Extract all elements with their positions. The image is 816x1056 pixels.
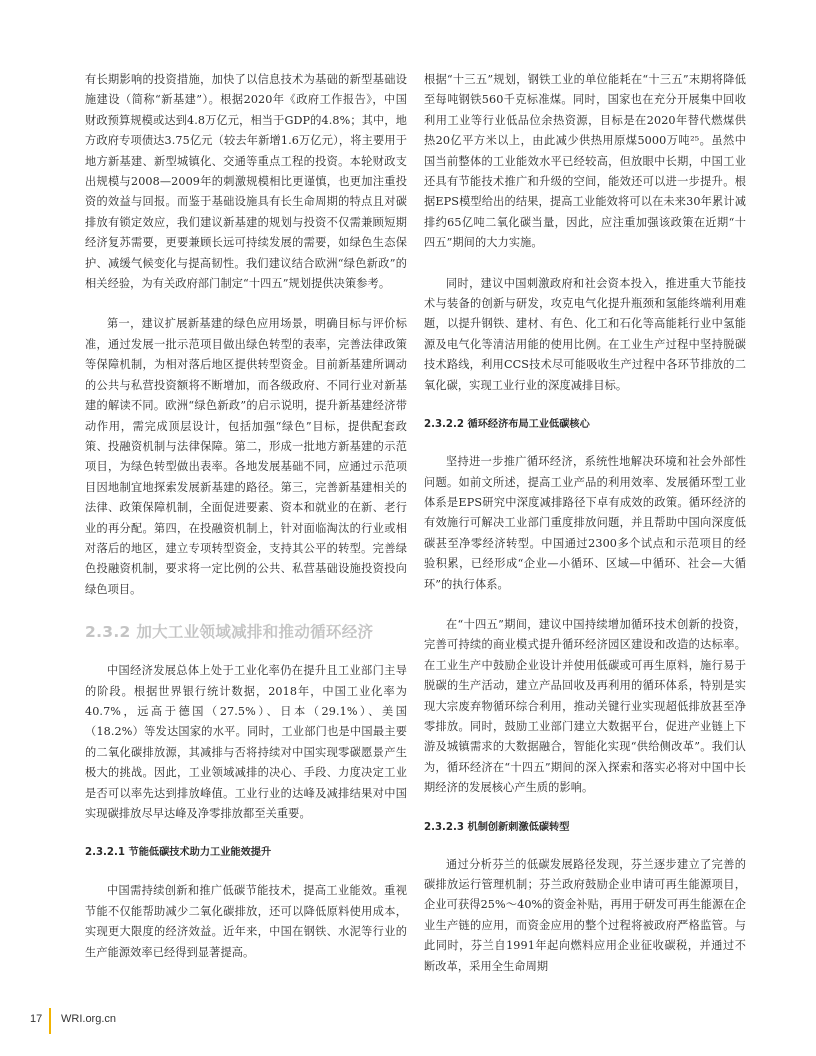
footer-site-link[interactable]: WRI.org.cn bbox=[61, 1013, 117, 1025]
paragraph: 通过分析芬兰的低碳发展路径发现，芬兰逐步建立了完善的碳排放运行管理机制；芬兰政府鼓励企业申请可再生能源项目，企业可获得25%～40%的资金补贴，再用于研发可再生能源在企业生产链的应用，而资金应用的整个过程将被政府严格监管。与此同时，芬兰自1991年起向燃料应用企业征收碳税，并通过不断改革，采用全生命周期 bbox=[424, 857, 746, 973]
footer-accent-bar bbox=[49, 1008, 51, 1034]
paragraph: 有长期影响的投资措施，加快了以信息技术为基础的新型基础设施建设（简称“新基建”）。根据2020年《政府工作报告》，中国财政预算规模或达到4.8万亿元，相当于GDP的4.8%；其中，地方政府专项债达3.75亿元（较去年新增1.6万亿元），将主要用于地方新基建、新型城镇化、交通等重点工程的投资。本轮财政支出规模与2008—2009年的刺激规模相比更谨慎，也更加注重投资的效益与回报。而鉴于基础设施具有长生命周期的特点且对碳排放有锁定效应，我们建议新基建的规划与投资不仅需兼顾短期经济复苏需要，更要兼顾长远可持续发展的需要，如绿色生态保护、减缓气候变化与提高韧性。我们建议结合欧洲“绿色新政”的相关经验，为有关政府部门制定“十四五”规划提供决策参考。 bbox=[85, 73, 407, 291]
paragraph: 第一，建议扩展新基建的绿色应用场景，明确目标与评价标准，通过发展一批示范项目做出绿色转型的表率，完善法律政策等保障机制，为相对落后地区提供转型资金。目前新基建所调动的公共与私营投资额将不断增加，而各级政府、不同行业对新基建的解读不同。欧洲“绿色新政”的启示说明，提升新基建经济带动作用，需完成顶层设计，包括加强“绿色”目标，提供配套政策、投融资机制与法律保障。第二，形成一批地方新基建的示范项目，为绿色转型做出表率。各地发展基础不同，应通过示范项目因地制宜地探索发展新基建的路径。第三，完善新基建相关的法律、政策保障机制，全面促进要素、资本和就业的在新、老行业的再分配。第四，在投融资机制上，针对面临淘汰的行业或相对落后的地区，建立专项转型资金，支持其公平的转型。完善绿色投融资机制，要求将一定比例的公共、私营基础设施投资投向绿色项目。 bbox=[85, 317, 407, 596]
paragraph: 根据“十三五”规划，钢铁工业的单位能耗在“十三五”末期将降低至每吨钢铁560千克标准煤。同时，国家也在充分开展集中回收利用工业等行业低品位余热资源，目标是在2020年替代燃煤供热20亿平方米以上，由此减少供热用原煤5000万吨²⁵。虽然中国当前整体的工业能效水平已经较高，但放眼中长期，中国工业还具有节能技术推广和升级的空间，能效还可以进一步提升。根据EPS模型给出的结果，提高工业能效将可以在未来30年累计减排约65亿吨二氧化碳当量，因此，应注重加强该政策在近期“十四五”期间的大力实施。 bbox=[424, 73, 746, 250]
right-column bbox=[424, 70, 746, 977]
section-heading-2-3-2: 2.3.2 加大工业领域减排和推动循环经济 bbox=[85, 623, 374, 642]
left-column bbox=[85, 70, 407, 963]
paragraph: 在“十四五”期间，建议中国持续增加循环技术创新的投资，完善可持续的商业模式提升循环经济园区建设和改造的达标率。在工业生产中鼓励企业设计并使用低碳或可再生原料，施行易于脱碳的生产活动，建立产品回收及再利用的循环体系，特别是实现大宗废弃物循环综合利用，推动关键行业实现超低排放甚至净零排放。同时，鼓励工业部门建立大数据平台，促进产业链上下游及城镇需求的大数据融合，智能化实现“供给侧改革”。我们认为，循环经济在“十四五”期间的深入探索和落实必将对中国中长期经济的发展核心产生质的影响。 bbox=[424, 617, 746, 795]
subsection-heading-2-3-2-1: 2.3.2.1 节能低碳技术助力工业能效提升 bbox=[85, 847, 272, 859]
paragraph: 中国需持续创新和推广低碳节能技术，提高工业能效。重视节能不仅能帮助减少二氧化碳排放，还可以降低原料使用成本，实现更大限度的经济效益。近年来，中国在钢铁、水泥等行业的生产能源效率已经得到显著提高。 bbox=[85, 884, 407, 959]
subsection-heading-2-3-2-2: 2.3.2.2 循环经济布局工业低碳核心 bbox=[424, 419, 590, 431]
paragraph: 同时，建议中国刺激政府和社会资本投入，推进重大节能技术与装备的创新与研发，攻克电气化提升瓶颈和氢能终端利用难题，以提升钢铁、建材、有色、化工和石化等高能耗行业中氢能源及电气化等清洁用能的使用比例。在工业生产过程中坚持脱碳技术路线，利用CCS技术尽可能吸收生产过程中各环节排放的二氧化碳，实现工业行业的深度减排目标。 bbox=[424, 276, 746, 392]
page-number: 17 bbox=[30, 1013, 43, 1025]
paragraph: 坚持进一步推广循环经济，系统性地解决环境和社会外部性问题。如前文所述，提高工业产品的利用效率、发展循环型工业体系是EPS研究中深度减排路径下卓有成效的政策。循环经济的有效施行可解决工业部门重度排放问题，并且帮助中国向深度低碳甚至净零经济转型。中国通过2300多个试点和示范项目的经验积累，已经形成“企业—小循环、区域—中循环、社会—大循环”的执行体系。 bbox=[424, 455, 746, 591]
subsection-heading-2-3-2-3: 2.3.2.3 机制创新刺激低碳转型 bbox=[424, 821, 570, 833]
paragraph: 中国经济发展总体上处于工业化率仍在提升且工业部门主导的阶段。根据世界银行统计数据，2018年，中国工业化率为40.7%，远高于德国（27.5%）、日本（29.1%）、美国（18.2%）等发达国家的水平。同时，工业部门也是中国最主要的二氧化碳排放源，其减排与否将持续对中国实现零碳愿景产生极大的挑战。因此，工业领域减排的决心、手段、力度决定工业是否可以率先达到排放峰值。工业行业的达峰及减排结果对中国实现碳排放尽早达峰及净零排放都至关重要。 bbox=[85, 664, 407, 820]
